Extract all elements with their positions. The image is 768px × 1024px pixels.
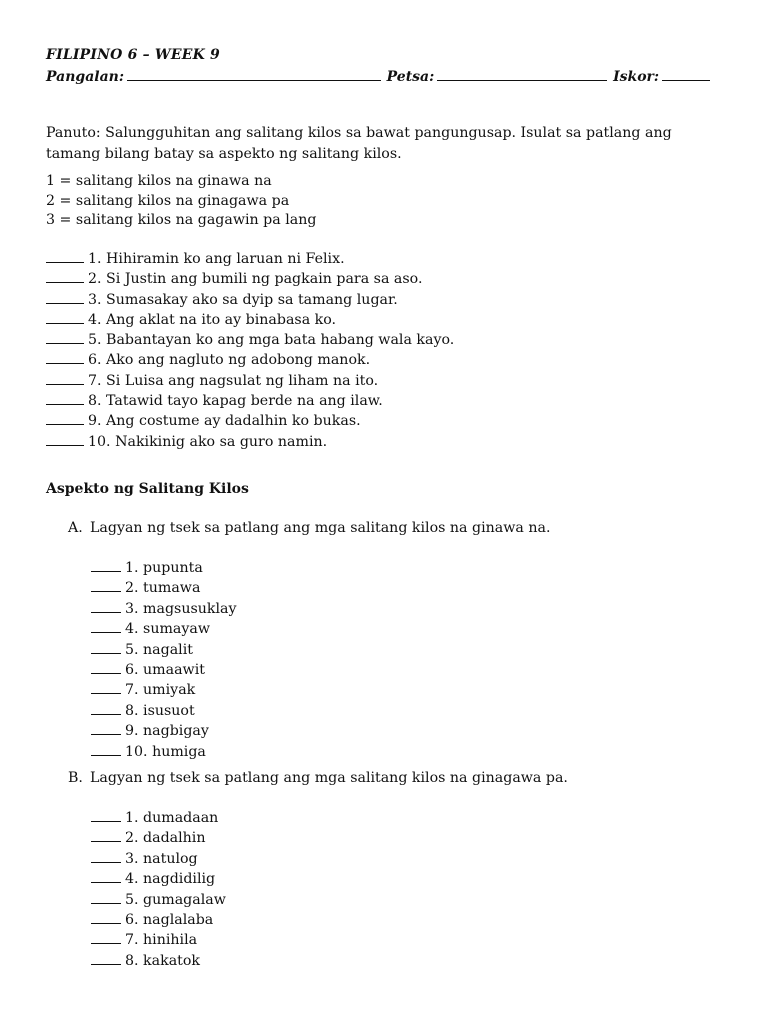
check-blank[interactable] xyxy=(91,599,121,613)
list-item: 6. naglalaba xyxy=(91,910,226,930)
list-item: 2. tumawa xyxy=(91,578,236,598)
answer-blank[interactable] xyxy=(46,411,84,425)
part-a-list xyxy=(91,558,236,762)
answer-blank[interactable] xyxy=(46,269,84,283)
part-b-letter: B. xyxy=(68,770,83,786)
list-item: 9. Ang costume ay dadalhin ko bukas. xyxy=(46,411,454,431)
part-a-heading: A. Lagyan ng tsek sa patlang ang mga salitang kilos na ginawa na. xyxy=(68,520,551,536)
check-blank[interactable] xyxy=(91,619,121,633)
list-item: 6. umaawit xyxy=(91,660,236,680)
check-blank[interactable] xyxy=(91,951,121,965)
check-blank[interactable] xyxy=(91,721,121,735)
check-blank[interactable] xyxy=(91,910,121,924)
sentence-list xyxy=(46,249,454,452)
list-item: 6. Ako ang nagluto ng adobong manok. xyxy=(46,350,454,370)
name-label: Pangalan: xyxy=(46,69,124,85)
check-blank[interactable] xyxy=(91,849,121,863)
section-title: Aspekto ng Salitang Kilos xyxy=(46,481,249,497)
answer-blank[interactable] xyxy=(46,371,84,385)
answer-blank[interactable] xyxy=(46,330,84,344)
answer-blank[interactable] xyxy=(46,432,84,446)
answer-blank[interactable] xyxy=(46,249,84,263)
list-item: 1. pupunta xyxy=(91,558,236,578)
list-item: 8. kakatok xyxy=(91,951,226,971)
list-item: 9. nagbigay xyxy=(91,721,236,741)
list-item: 5. nagalit xyxy=(91,640,236,660)
list-item: 10. Nakikinig ako sa guro namin. xyxy=(46,432,454,452)
list-item: 4. Ang aklat na ito ay binabasa ko. xyxy=(46,310,454,330)
list-item: 4. nagdidilig xyxy=(91,869,226,889)
name-blank[interactable] xyxy=(127,66,381,81)
legend-item: 3 = salitang kilos na gagawin pa lang xyxy=(46,212,317,228)
check-blank[interactable] xyxy=(91,640,121,654)
check-blank[interactable] xyxy=(91,680,121,694)
legend-item: 2 = salitang kilos na ginagawa pa xyxy=(46,192,290,209)
check-blank[interactable] xyxy=(91,660,121,674)
list-item: 4. sumayaw xyxy=(91,619,236,639)
aspect-legend xyxy=(46,172,316,231)
list-item: 1. dumadaan xyxy=(91,808,226,828)
part-b-list xyxy=(91,808,226,971)
list-item: 2. Si Justin ang bumili ng pagkain para sa aso. xyxy=(46,269,454,289)
part-b-heading: B. Lagyan ng tsek sa patlang ang mga salitang kilos na ginagawa pa. xyxy=(68,770,568,786)
answer-blank[interactable] xyxy=(46,391,84,405)
list-item: 8. isusuot xyxy=(91,701,236,721)
check-blank[interactable] xyxy=(91,808,121,822)
worksheet-title: FILIPINO 6 – WEEK 9 xyxy=(46,47,220,63)
list-item: 10. humiga xyxy=(91,742,236,762)
list-item: 5. Babantayan ko ang mga bata habang wala kayo. xyxy=(46,330,454,350)
date-label: Petsa: xyxy=(386,69,435,85)
score-blank[interactable] xyxy=(662,66,710,81)
check-blank[interactable] xyxy=(91,890,121,904)
list-item: 3. Sumasakay ako sa dyip sa tamang lugar. xyxy=(46,290,454,310)
list-item: 8. Tatawid tayo kapag berde na ang ilaw. xyxy=(46,391,454,411)
date-blank[interactable] xyxy=(437,66,607,81)
answer-blank[interactable] xyxy=(46,310,84,324)
list-item: 7. hinihila xyxy=(91,930,226,950)
student-info-row xyxy=(46,66,716,85)
list-item: 7. Si Luisa ang nagsulat ng liham na ito. xyxy=(46,371,454,391)
check-blank[interactable] xyxy=(91,701,121,715)
part-a-letter: A. xyxy=(68,520,83,536)
answer-blank[interactable] xyxy=(46,290,84,304)
answer-blank[interactable] xyxy=(46,350,84,364)
list-item: 7. umiyak xyxy=(91,680,236,700)
list-item: 3. natulog xyxy=(91,849,226,869)
score-label: Iskor: xyxy=(613,69,660,85)
check-blank[interactable] xyxy=(91,558,121,572)
legend-item: 1 = salitang kilos na ginawa na xyxy=(46,173,272,189)
check-blank[interactable] xyxy=(91,742,121,756)
list-item: 5. gumagalaw xyxy=(91,890,226,910)
check-blank[interactable] xyxy=(91,869,121,883)
check-blank[interactable] xyxy=(91,578,121,592)
list-item: 2. dadalhin xyxy=(91,828,226,848)
list-item: 1. Hihiramin ko ang laruan ni Felix. xyxy=(46,249,454,269)
instructions: Panuto: Salungguhitan ang salitang kilos sa bawat pangungusap. Isulat sa patlang ang tamang bilang batay sa aspekto ng salitang kilos. xyxy=(46,125,672,162)
check-blank[interactable] xyxy=(91,930,121,944)
list-item: 3. magsusuklay xyxy=(91,599,236,619)
check-blank[interactable] xyxy=(91,828,121,842)
